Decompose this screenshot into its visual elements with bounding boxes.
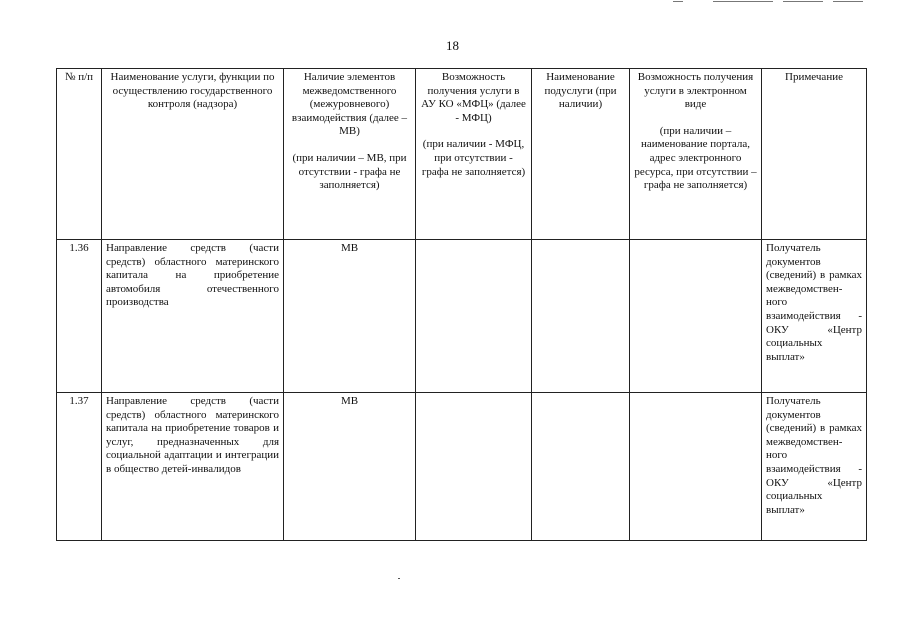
header-num: № п/п <box>57 69 102 240</box>
row-mfc <box>416 240 532 393</box>
header-mfc-label: Возможность получения услуги в АУ КО «МФЦ» (далее - МФЦ) <box>421 71 526 124</box>
row-note: Получатель документов (сведений) в рамках межведомствен-ного взаимодействия - ОКУ «Центр социальных выплат» <box>762 240 867 393</box>
table-row <box>57 393 867 541</box>
row-mfc <box>416 393 532 541</box>
header-note: Примечание <box>762 69 867 240</box>
row-num: 1.37 <box>57 393 102 541</box>
services-table <box>56 68 867 541</box>
row-mv: МВ <box>284 240 416 393</box>
row-note: Получатель документов (сведений) в рамках межведомствен-ного взаимодействия - ОКУ «Центр социальных выплат» <box>762 393 867 541</box>
header-service-name: Наименование услуги, функции по осуществлению государственного контроля (надзора) <box>102 69 284 240</box>
header-mv <box>284 69 416 240</box>
row-electronic <box>630 240 762 393</box>
header-mv-note: (при наличии – МВ, при отсутствии - графа не заполняется) <box>292 151 407 192</box>
scan-artifact <box>398 578 400 579</box>
row-num: 1.36 <box>57 240 102 393</box>
header-electronic-label: Возможность получения услуги в электронном виде <box>637 71 754 111</box>
page-number: 18 <box>446 38 459 53</box>
row-electronic <box>630 393 762 541</box>
scan-artifact <box>673 0 873 3</box>
row-subservice <box>532 240 630 393</box>
header-subservice: Наименование подуслуги (при наличии) <box>532 69 630 240</box>
row-service-name: Направление средств (части средств) областного материнского капитала на приобретение товаров и услуг, предназначенных для социальной адаптации и интеграции в общество детей-инвалидов <box>102 393 284 541</box>
header-mv-label: Наличие элементов межведомственного (межуровневого) взаимодействия (далее – МВ) <box>291 71 408 138</box>
table-row <box>57 240 867 393</box>
header-electronic-note: (при наличии – наименование портала, адрес электронного ресурса, при отсутствии – графа не заполняется) <box>634 124 757 192</box>
row-service-name: Направление средств (части средств) областного материнского капитала на приобретение автомобиля отечественного производства <box>102 240 284 393</box>
header-electronic <box>630 69 762 240</box>
row-subservice <box>532 393 630 541</box>
row-mv: МВ <box>284 393 416 541</box>
header-mfc-note: (при наличии - МФЦ, при отсутствии - графа не заполняется) <box>421 138 526 178</box>
header-mfc <box>416 69 532 240</box>
table-header-row <box>57 69 867 240</box>
